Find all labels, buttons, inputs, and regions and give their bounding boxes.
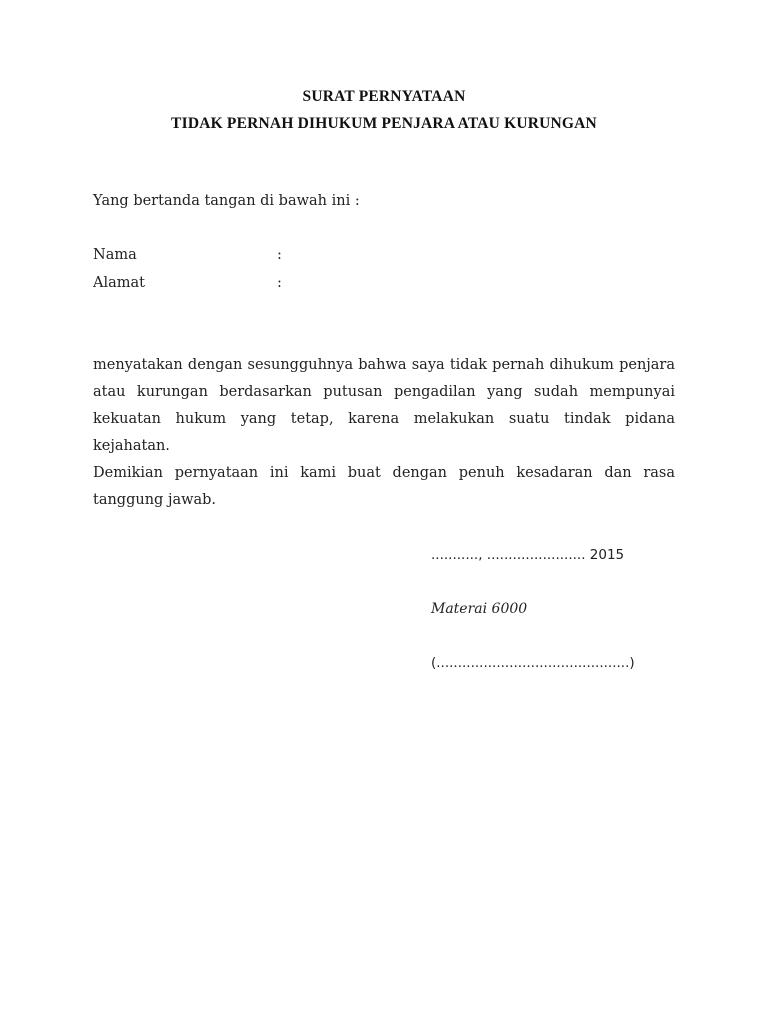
statement-paragraph: menyatakan dengan sesungguhnya bahwa saya tidak pernah dihukum penjara atau kurungan berdasarkan putusan pengadilan yang sudah mempunyai kekuatan hukum yang tetap, karena melakukan suatu tindak pidana kejahatan. bbox=[93, 357, 675, 454]
field-separator-alamat: : bbox=[277, 275, 282, 291]
signature-place-date: ..........., ....................... 2015 bbox=[431, 547, 625, 563]
document-title: SURAT PERNYATAAN bbox=[302, 88, 466, 105]
signature-stamp-note: Materai 6000 bbox=[431, 601, 528, 617]
field-label-nama: Nama bbox=[93, 247, 137, 263]
intro-text: Yang bertanda tangan di bawah ini : bbox=[93, 193, 360, 209]
signature-name-line: (.............................................) bbox=[431, 655, 635, 671]
field-separator-nama: : bbox=[277, 247, 282, 263]
document-subtitle: TIDAK PERNAH DIHUKUM PENJARA ATAU KURUNGAN bbox=[171, 115, 597, 132]
field-label-alamat: Alamat bbox=[93, 275, 145, 291]
closing-paragraph: Demikian pernyataan ini kami buat dengan penuh kesadaran dan rasa tanggung jawab. bbox=[93, 465, 675, 508]
